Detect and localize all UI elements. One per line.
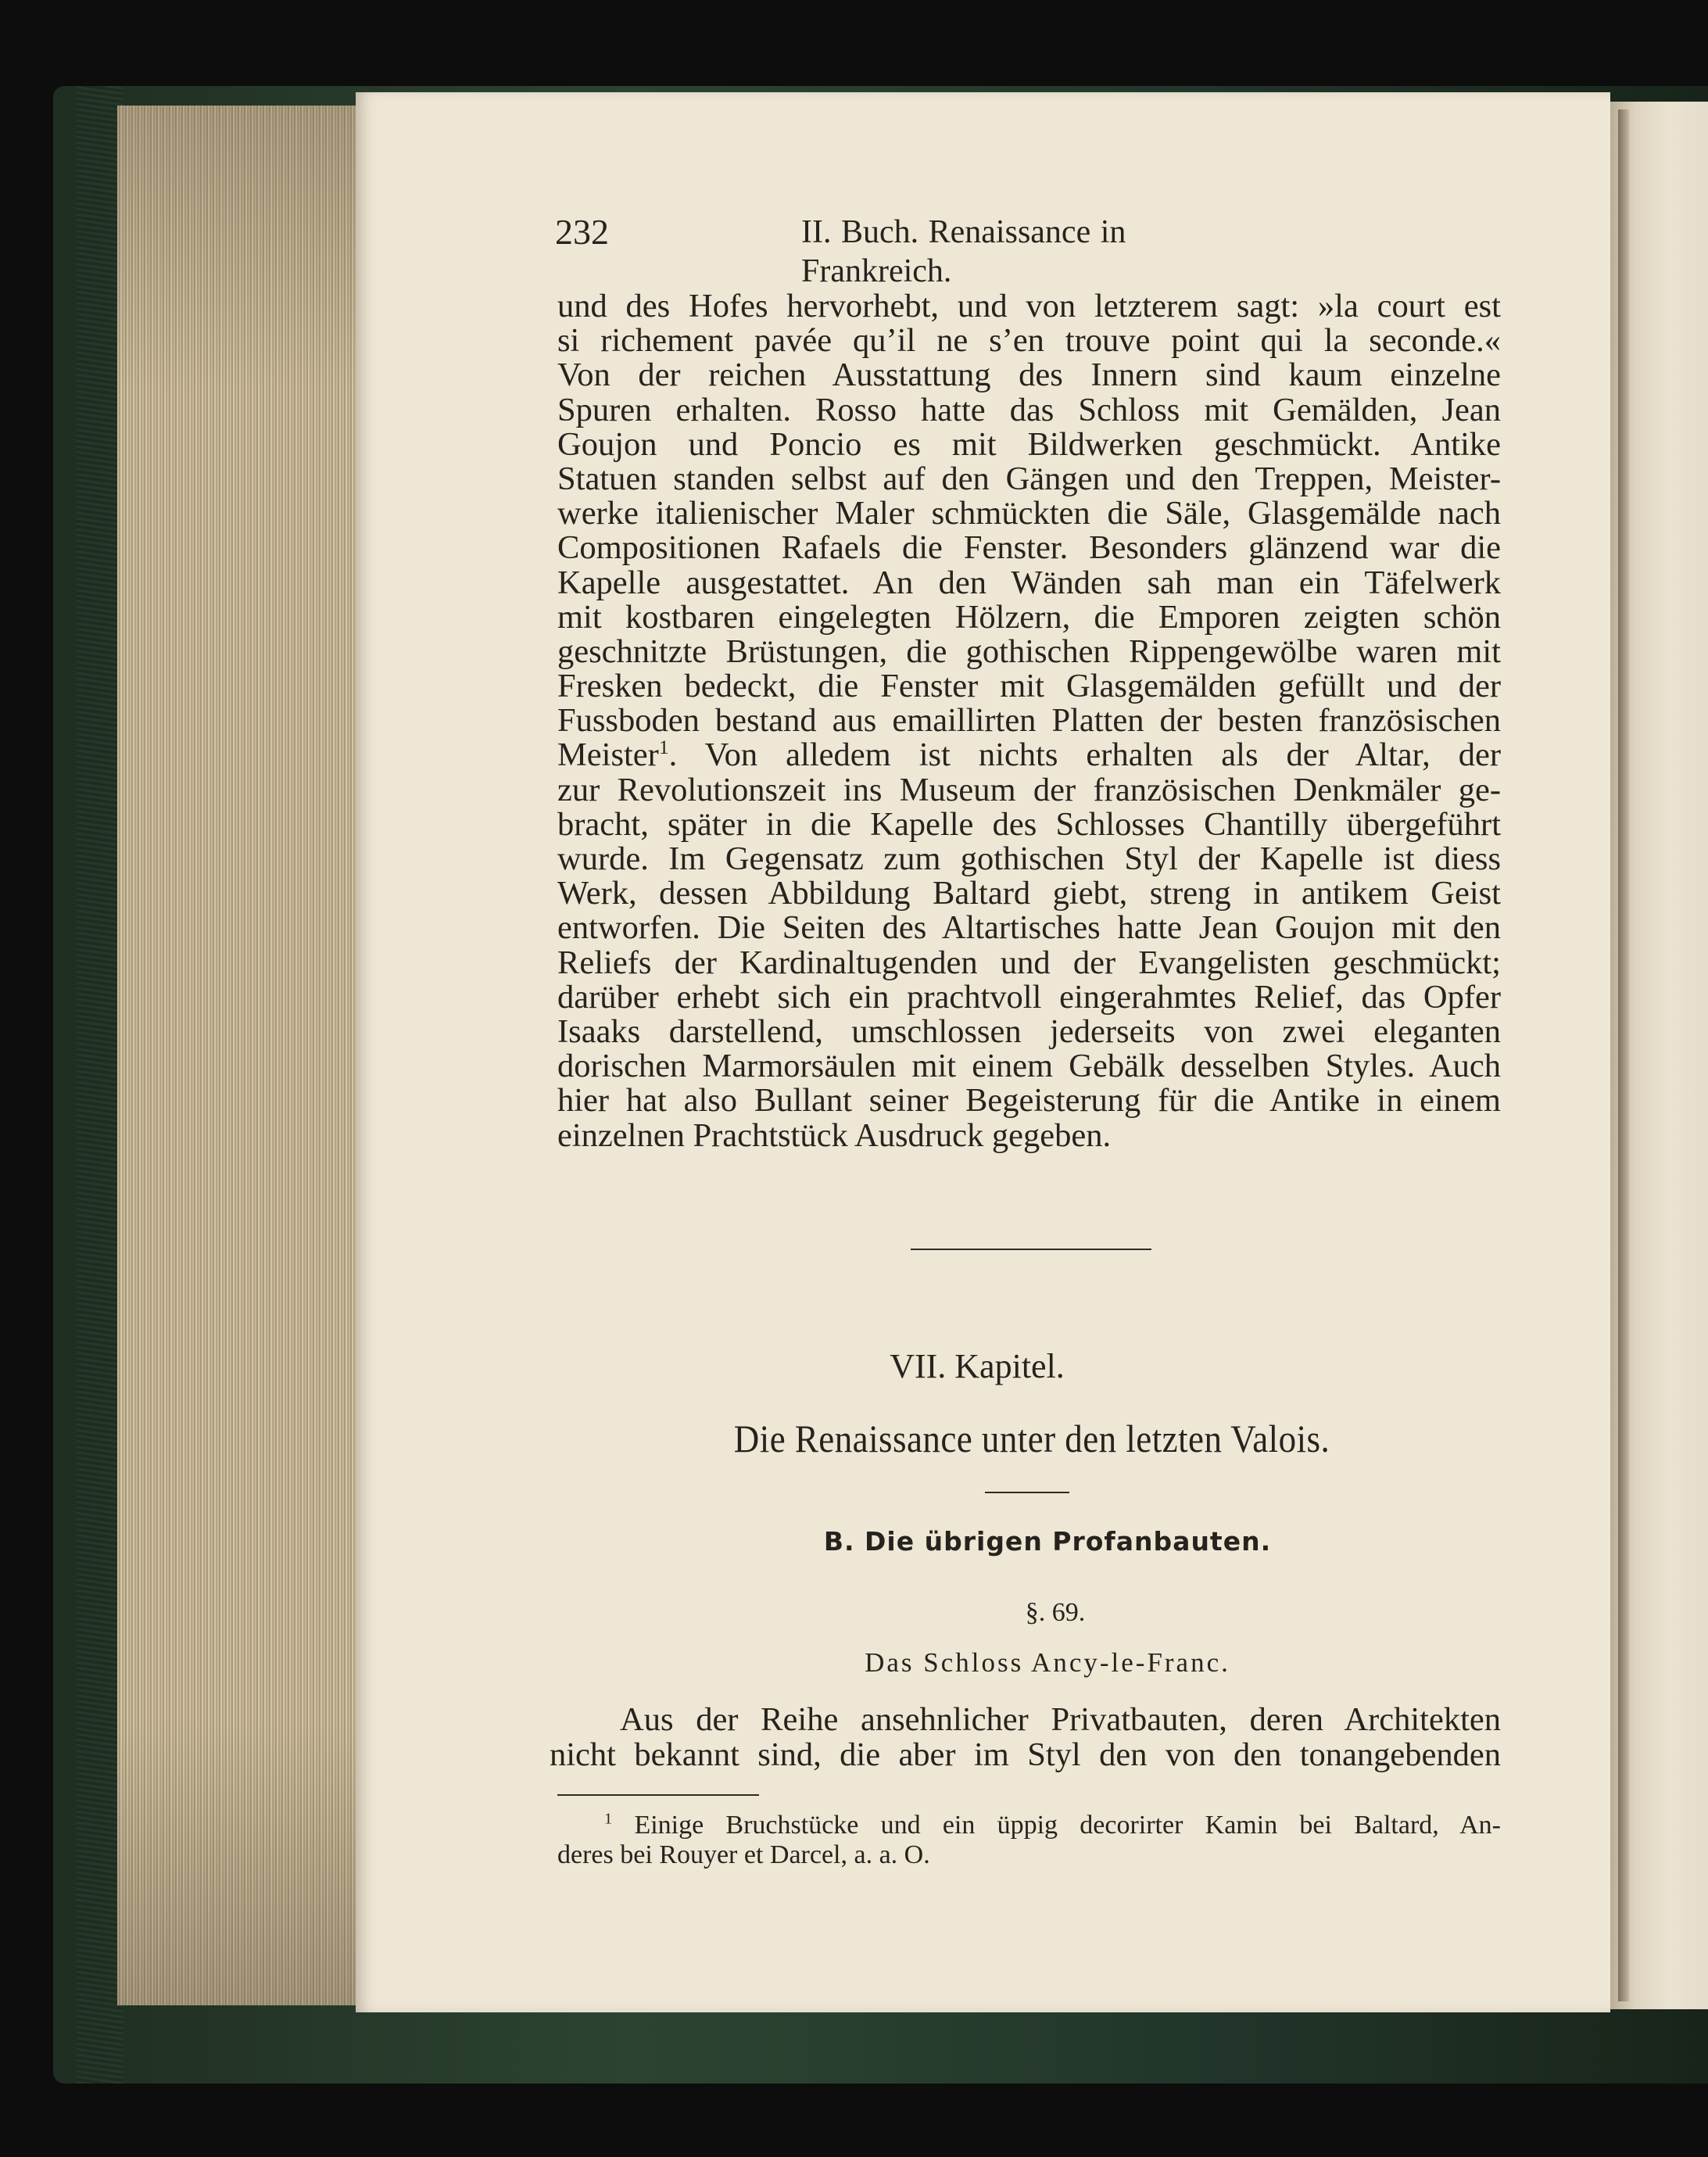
footnote-reference[interactable]: 1 bbox=[658, 736, 669, 759]
text-line: Von der reichen Ausstattung des Innern sind kaum einzelne bbox=[557, 357, 1501, 394]
text-line: Reliefs der Kardinaltugenden und der Evangelisten geschmückt; bbox=[557, 944, 1501, 981]
text-line: Kapelle ausgestattet. An den Wänden sah man ein Täfelwerk bbox=[557, 564, 1501, 601]
paragraph-text bbox=[550, 1703, 1501, 1772]
page-edges bbox=[117, 106, 356, 2005]
footnote-line bbox=[557, 1811, 1501, 1840]
meister-line-rest: . Von alledem ist nichts erhalten als der Altar, der bbox=[668, 736, 1501, 774]
text-line: Goujon und Poncio es mit Bildwerken geschmückt. Antike bbox=[557, 425, 1501, 463]
meister-word: Meister bbox=[557, 736, 659, 774]
footnote bbox=[557, 1811, 1501, 1870]
chapter-title: Die Renaissance unter den letzten Valois. bbox=[733, 1417, 1330, 1460]
text-line: Compositionen Rafaels die Fenster. Besonders glänzend war die bbox=[557, 529, 1501, 567]
footnote-line: deres bei Rouyer et Darcel, a. a. O. bbox=[557, 1840, 930, 1869]
text-line: hier hat also Bullant seiner Begeisterung für die Antike in einem bbox=[557, 1082, 1501, 1120]
text-line: Fresken bedeckt, die Fenster mit Glasgemälden gefüllt und der bbox=[557, 668, 1501, 705]
text-line: wurde. Im Gegensatz zum gothischen Styl der Kapelle ist diess bbox=[557, 840, 1501, 877]
text-line: Isaaks darstellend, umschlossen jederseits von zwei eleganten bbox=[557, 1012, 1501, 1050]
running-head bbox=[555, 212, 1274, 289]
text-line: darüber erhebt sich ein prachtvoll eingerahmtes Relief, das Opfer bbox=[557, 978, 1501, 1016]
paragraph-number: §. 69. bbox=[1025, 1598, 1086, 1627]
text-line: geschnitzte Brüstungen, die gothischen Rippengewölbe waren mit bbox=[557, 632, 1501, 670]
page-number: 232 bbox=[555, 212, 609, 252]
text-line bbox=[557, 738, 1501, 772]
text-line: einzelnen Prachtstück Ausdruck gegeben. bbox=[557, 1116, 1112, 1154]
chapter-number: VII. Kapitel. bbox=[890, 1347, 1065, 1385]
text-line: mit kostbaren eingelegten Hölzern, die Emporen zeigten schön bbox=[557, 598, 1501, 636]
text-line: Werk, dessen Abbildung Baltard giebt, streng in antikem Geist bbox=[557, 875, 1501, 912]
text-line: Fussboden bestand aus emaillirten Platten der besten französischen bbox=[557, 702, 1501, 740]
text-line: werke italienischer Maler schmückten die Säle, Glasgemälde nach bbox=[557, 495, 1501, 532]
footnote-rule bbox=[557, 1794, 759, 1796]
gutter-shadow bbox=[1618, 109, 1629, 2001]
text-line: entworfen. Die Seiten des Altartisches hatte Jean Goujon mit den bbox=[557, 909, 1501, 947]
text-line: Spuren erhalten. Rosso hatte das Schloss mit Gemälden, Jean bbox=[557, 391, 1501, 428]
footnote-marker: 1 bbox=[604, 1810, 613, 1828]
text-line: Statuen standen selbst auf den Gängen und den Treppen, Meister- bbox=[557, 460, 1501, 497]
text-line: Aus der Reihe ansehnlicher Privatbauten, deren Architekten bbox=[620, 1701, 1501, 1738]
text-line: bracht, später in die Kapelle des Schlosses Chantilly übergeführt bbox=[557, 805, 1501, 843]
footnote-text: Einige Bruchstücke und ein üppig decorirter Kamin bei Baltard, An- bbox=[634, 1811, 1501, 1840]
text-line: nicht bekannt sind, die aber im Styl den von den tonangebenden bbox=[550, 1736, 1501, 1773]
text-line: und des Hofes hervorhebt, und von letzterem sagt: »la court est bbox=[557, 288, 1501, 324]
text-line: si richement pavée qu’il ne s’en trouve point qui la seconde.« bbox=[557, 322, 1501, 360]
running-title: II. Buch. Renaissance in Frankreich. bbox=[801, 214, 1126, 289]
text-line: dorischen Marmorsäulen mit einem Gebälk desselben Styles. Auch bbox=[557, 1048, 1501, 1085]
chapter-rule bbox=[985, 1492, 1069, 1493]
body-text bbox=[557, 289, 1501, 1153]
paragraph-title: Das Schloss Ancy-le-Franc. bbox=[865, 1647, 1230, 1678]
section-title: B. Die übrigen Profanbauten. bbox=[823, 1526, 1272, 1557]
separator-rule bbox=[911, 1249, 1151, 1250]
text-line: zur Revolutionszeit ins Museum der französischen Denkmäler ge- bbox=[557, 771, 1501, 808]
